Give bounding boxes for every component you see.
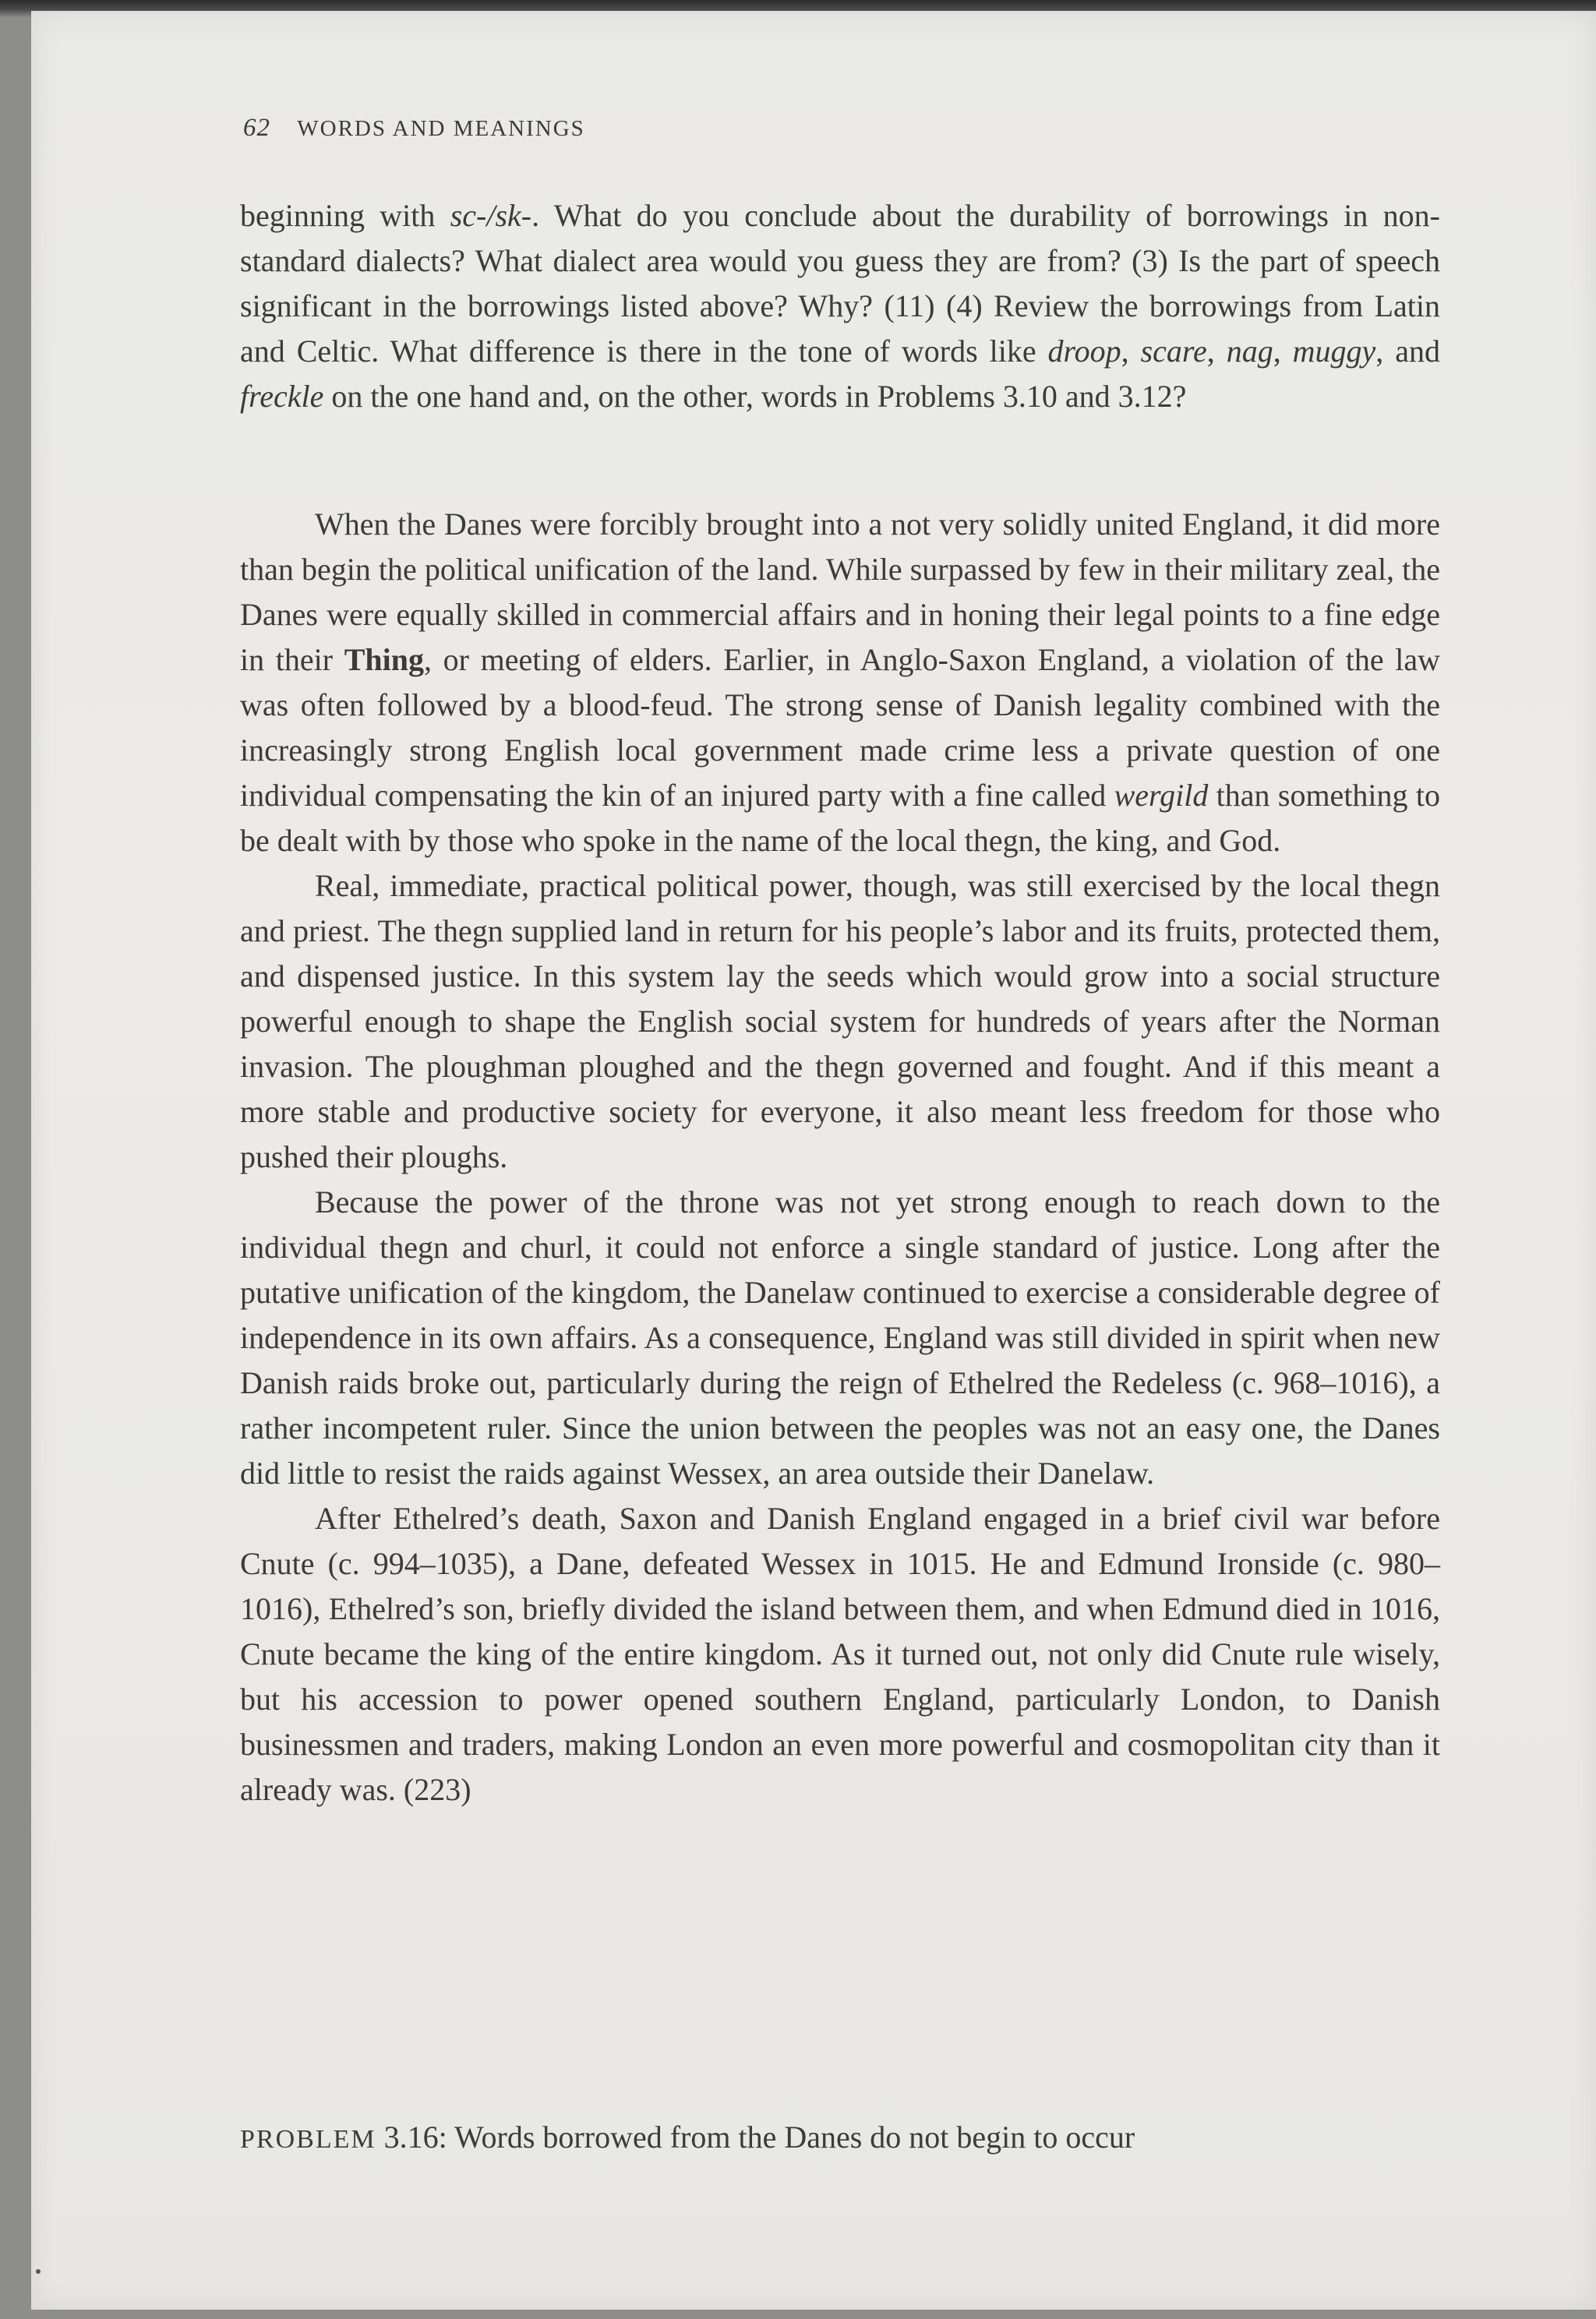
running-title: WORDS AND MEANINGS xyxy=(297,116,585,141)
text-block-main xyxy=(240,502,1440,1812)
italic-term: wergild xyxy=(1114,778,1209,813)
paragraph-ethelred-death: After Ethelred’s death, Saxon and Danish England engaged in a brief civil war before Cnute (c. 994–1035), a Dane, defeated Wessex in 1015. He and Edmund Ironside (c. 980–1016), Ethelred’s son, briefly divided the island between them, and when Edmund died in 1016, Cnute became the king of the entire kingdom. As it turned out, not only did Cnute rule wisely, but his accession to power opened southern England, particularly London, to Danish businessmen and traders, making London an even more powerful and cosmopolitan city than it already was. (223) xyxy=(240,1501,1440,1807)
italic-term: droop xyxy=(1047,334,1121,369)
problem-text: 3.16: Words borrowed from the Danes do not begin to occur xyxy=(376,2120,1135,2155)
paragraph-political-power: Real, immediate, practical political power, though, was still exercised by the local thegn and priest. The thegn supplied land in return for his people’s labor and its fruits, protected them, and dispensed justice. In this system lay the seeds which would grow into a social structure powerful enough to shape the English social system for hundreds of years after the Norman invasion. The ploughman ploughed and the thegn governed and fought. And if this meant a more stable and productive society for everyone, it also meant less freedom for those who pushed their ploughs. xyxy=(240,868,1440,1174)
text-run: . What do you conclude about the durability of borrowings in non-standard dialects? What dialect area would you guess they are from? (3) Is the part of speech significant in the borrowings listed above? Why? (11) (4) Review the borrowings from Latin and Celtic. What difference is there in the tone of words like xyxy=(240,198,1441,369)
bold-term: Thing xyxy=(344,642,424,677)
paragraph-throne-power: Because the power of the throne was not yet strong enough to reach down to the individual thegn and churl, it could not enforce a single standard of justice. Long after the putative unification of the kingdom, the Danelaw continued to exercise a considerable degree of independence in its own affairs. As a consequence, England was still divided in spirit when new Danish raids broke out, particularly during the reign of Ethelred the Redeless (c. 968–1016), a rather incompetent ruler. Since the union between the peoples was not an easy one, the Danes did little to resist the raids against Wessex, an area outside their Danelaw. xyxy=(240,1184,1440,1491)
text-run: , xyxy=(1273,334,1293,369)
text-block-problem xyxy=(240,2115,1440,2162)
text-block-top xyxy=(240,193,1440,419)
italic-term: freckle xyxy=(240,379,324,414)
page-number: 62 xyxy=(243,114,270,142)
text-run: , xyxy=(1121,334,1141,369)
text-run: on the one hand and, on the other, words in Problems 3.10 and 3.12? xyxy=(323,379,1187,414)
text-run: , or meeting of elders. Earlier, in Anglo-Saxon England, a violation of the law was often followed by a blood-feud. The strong sense of Danish legality combined with the increasingly strong English local government made crime less a private question of one individual compensating the kin of an injured party with a fine called xyxy=(240,642,1440,813)
text-run: When the Danes were forcibly brought into a not very solidly united England, it did more than begin the political unification of the land. While surpassed by few in their military zeal, the Danes were equally skilled in commercial affairs and in honing their legal points to a fine edge in their xyxy=(240,507,1440,677)
scan-speck xyxy=(36,2269,41,2274)
page-header xyxy=(243,114,585,143)
text-run: than something to be dealt with by those who spoke in the name of the local thegn, the king, and God. xyxy=(240,778,1440,858)
italic-term: nag xyxy=(1226,334,1273,369)
italic-term: muggy xyxy=(1292,334,1376,369)
paragraph-problem xyxy=(240,2115,1440,2162)
italic-term: sc-/sk- xyxy=(450,198,532,233)
italic-term: scare xyxy=(1140,334,1207,369)
problem-label: PROBLEM xyxy=(240,2125,376,2154)
text-run: , and xyxy=(1375,334,1440,369)
paragraph-danes-england xyxy=(240,502,1440,863)
paragraph-exercise-continuation xyxy=(240,193,1440,419)
text-run: beginning with xyxy=(240,198,450,233)
text-run: , xyxy=(1206,334,1227,369)
